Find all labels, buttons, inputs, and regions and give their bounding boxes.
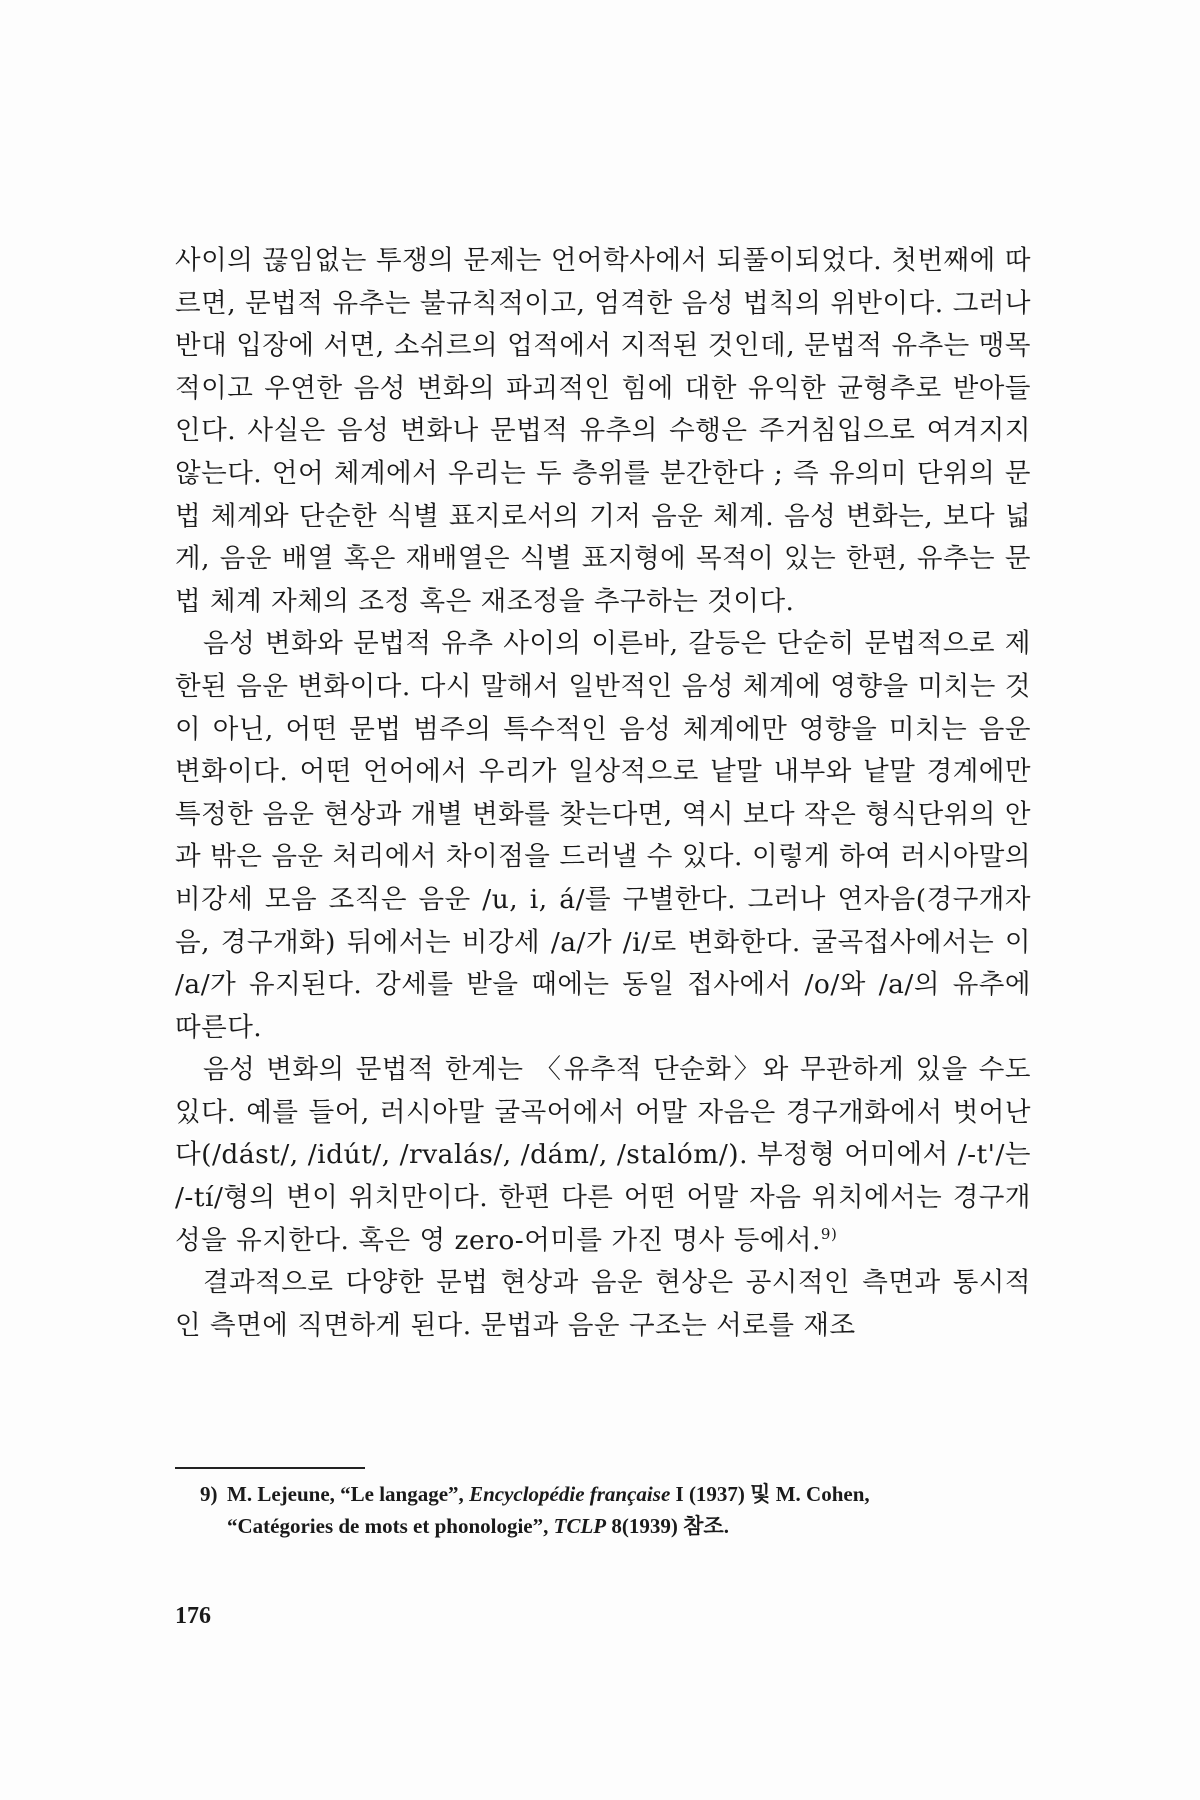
footnote-line2-italic: TCLP xyxy=(553,1514,607,1538)
footnote-line1-a: M. Lejeune, “Le langage”, xyxy=(227,1482,470,1506)
footnote-line1-italic: Encyclopédie française xyxy=(469,1482,671,1506)
footnote-line2-a: “Catégories de mots et phonologie”, xyxy=(227,1514,554,1538)
footnote-line2-b: 8(1939) 참조. xyxy=(606,1514,729,1538)
paragraph-1: 사이의 끊임없는 투쟁의 문제는 언어학사에서 되풀이되었다. 첫번째에 따르면, 문법적 유추는 불규칙적이고, 엄격한 음성 법칙의 위반이다. 그러나 반대 입장에 서면, 소쉬르의 업적에서 지적된 것인데, 문법적 유추는 맹목적이고 우연한 음성 변화의 파괴적인 힘에 대한 유익한 균형추로 받아들인다. 사실은 음성 변화나 문법적 유추의 수행은 주거침입으로 여겨지지 않는다. 언어 체계에서 우리는 두 층위를 분간한다 ; 즉 유의미 단위의 문법 체계와 단순한 식별 표지로서의 기저 음운 체계. 음성 변화는, 보다 넓게, 음운 배열 혹은 재배열은 식별 표지형에 목적이 있는 한편, 유추는 문법 체계 자체의 조정 혹은 재조정을 추구하는 것이다. xyxy=(175,245,1031,617)
footnote-divider xyxy=(175,1467,365,1469)
paragraph-3 xyxy=(175,1049,1031,1262)
footnote-line1-b: I (1937) 및 M. Cohen, xyxy=(670,1482,870,1506)
page-number: 176 xyxy=(175,1603,211,1629)
paragraph-3-text: 음성 변화의 문법적 한계는 〈유추적 단순화〉와 무관하게 있을 수도 있다. 예를 들어, 러시아말 굴곡어에서 어말 자음은 경구개화에서 벗어난다(/dást/, /idút/, /rvalás/, /dám/, /stalóm/). 부정형 어미에서 /-t'/는 /-tí/형의 변이 위치만이다. 한편 다른 어떤 어말 자음 위치에서는 경구개성을 유지한다. 혹은 영 zero-어미를 가진 명사 등에서. xyxy=(175,1054,1031,1256)
paragraph-2: 음성 변화와 문법적 유추 사이의 이른바, 갈등은 단순히 문법적으로 제한된 음운 변화이다. 다시 말해서 일반적인 음성 체계에 영향을 미치는 것이 아닌, 어떤 문법 범주의 특수적인 음성 체계에만 영향을 미치는 음운 변화이다. 어떤 언어에서 우리가 일상적으로 낱말 내부와 낱말 경계에만 특정한 음운 현상과 개별 변화를 찾는다면, 역시 보다 작은 형식단위의 안과 밖은 음운 처리에서 차이점을 드러낼 수 있다. 이렇게 하여 러시아말의 비강세 모음 조직은 음운 /u, i, á/를 구별한다. 그러나 연자음(경구개자음, 경구개화) 뒤에서는 비강세 /a/가 /i/로 변화한다. 굴곡접사에서는 이 /a/가 유지된다. 강세를 받을 때에는 동일 접사에서 /o/와 /a/의 유추에 따른다. xyxy=(175,628,1031,1043)
paragraph-4: 결과적으로 다양한 문법 현상과 음운 현상은 공시적인 측면과 통시적인 측면에 직면하게 된다. 문법과 음운 구조는 서로를 재조 xyxy=(175,1267,1031,1341)
footnote xyxy=(200,1478,1030,1542)
body-text xyxy=(175,240,1031,1347)
footnote-reference[interactable]: 9) xyxy=(820,1224,838,1243)
footnote-continuation xyxy=(200,1510,1030,1542)
footnote-number: 9) xyxy=(200,1482,218,1506)
